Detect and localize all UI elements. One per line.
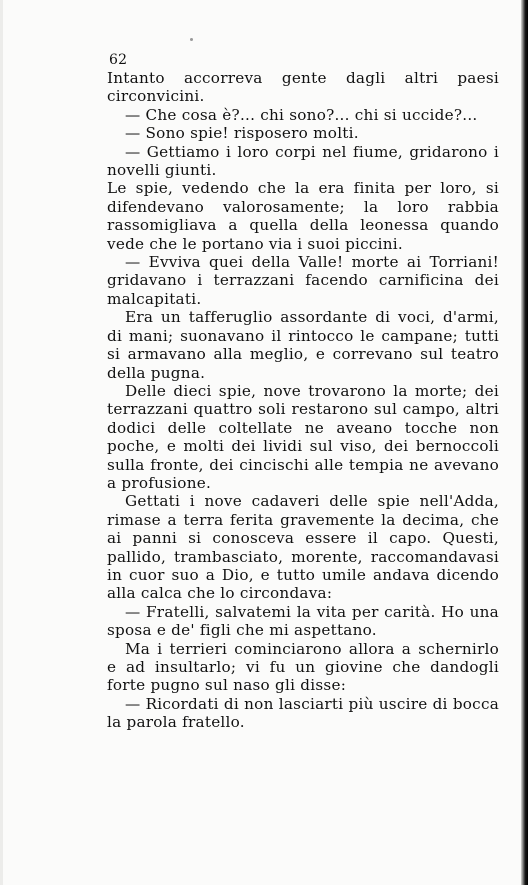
paragraph-4: — Gettiamo i loro corpi nel fiume, gridarono i novelli giunti. <box>107 142 499 180</box>
paragraph-1: Intanto accorreva gente dagli altri paesi circonvicini. <box>107 69 499 106</box>
page-number: 62 <box>109 52 128 68</box>
paragraph-5: Le spie, vedendo che la era finita per loro, si difendevano valorosamente; la loro rabbia rassomigliava a quella della leonessa quando vede che le portano via i suoi piccini. <box>107 179 499 253</box>
paragraph-7: Era un tafferuglio assordante di voci, d'armi, di mani; suonavano il rintocco le campane; tutti si armavano alla meglio, e correvano sul teatro della pugna. <box>107 308 499 382</box>
paragraph-9: Gettati i nove cadaveri delle spie nell'Adda, rimase a terra ferita gravemente la decima, che ai panni si conosceva essere il capo. Questi, pallido, trambasciato, morente, raccomandavasi in cuor suo a Dio, e tutto umile andava dicendo alla calca che lo circondava: <box>107 492 499 603</box>
page-text <box>107 52 499 732</box>
paragraph-11: Ma i terrieri cominciarono allora a schernirlo e ad insultarlo; vi fu un giovine che dandogli forte pugno sul naso gli disse: <box>107 639 499 695</box>
paragraph-3: — Sono spie! risposero molti. <box>125 124 359 143</box>
paragraph-10: — Fratelli, salvatemi la vita per carità. Ho una sposa e de' figli che mi aspettano. <box>107 602 499 640</box>
page-binding-shadow <box>521 0 528 885</box>
paragraph-6: — Evviva quei della Valle! morte ai Torriani! gridavano i terrazzani facendo carnificina dei malcapitati. <box>107 253 499 308</box>
paragraph-2: — Che cosa è?... chi sono?... chi si uccide?... <box>125 105 478 124</box>
paragraph-8: Delle dieci spie, nove trovarono la morte; dei terrazzani quattro soli restarono sul campo, altri dodici delle coltellate ne aveano tocche non poche, e molti dei lividi sul viso, dei bernoccoli sulla fronte, dei cincischi alle tempia ne avevano a profusione. <box>107 381 499 492</box>
paragraph-12: — Ricordati di non lasciarti più uscire di bocca la parola fratello. <box>107 694 499 732</box>
page-left-edge <box>0 0 3 885</box>
paper-speck <box>190 38 193 41</box>
